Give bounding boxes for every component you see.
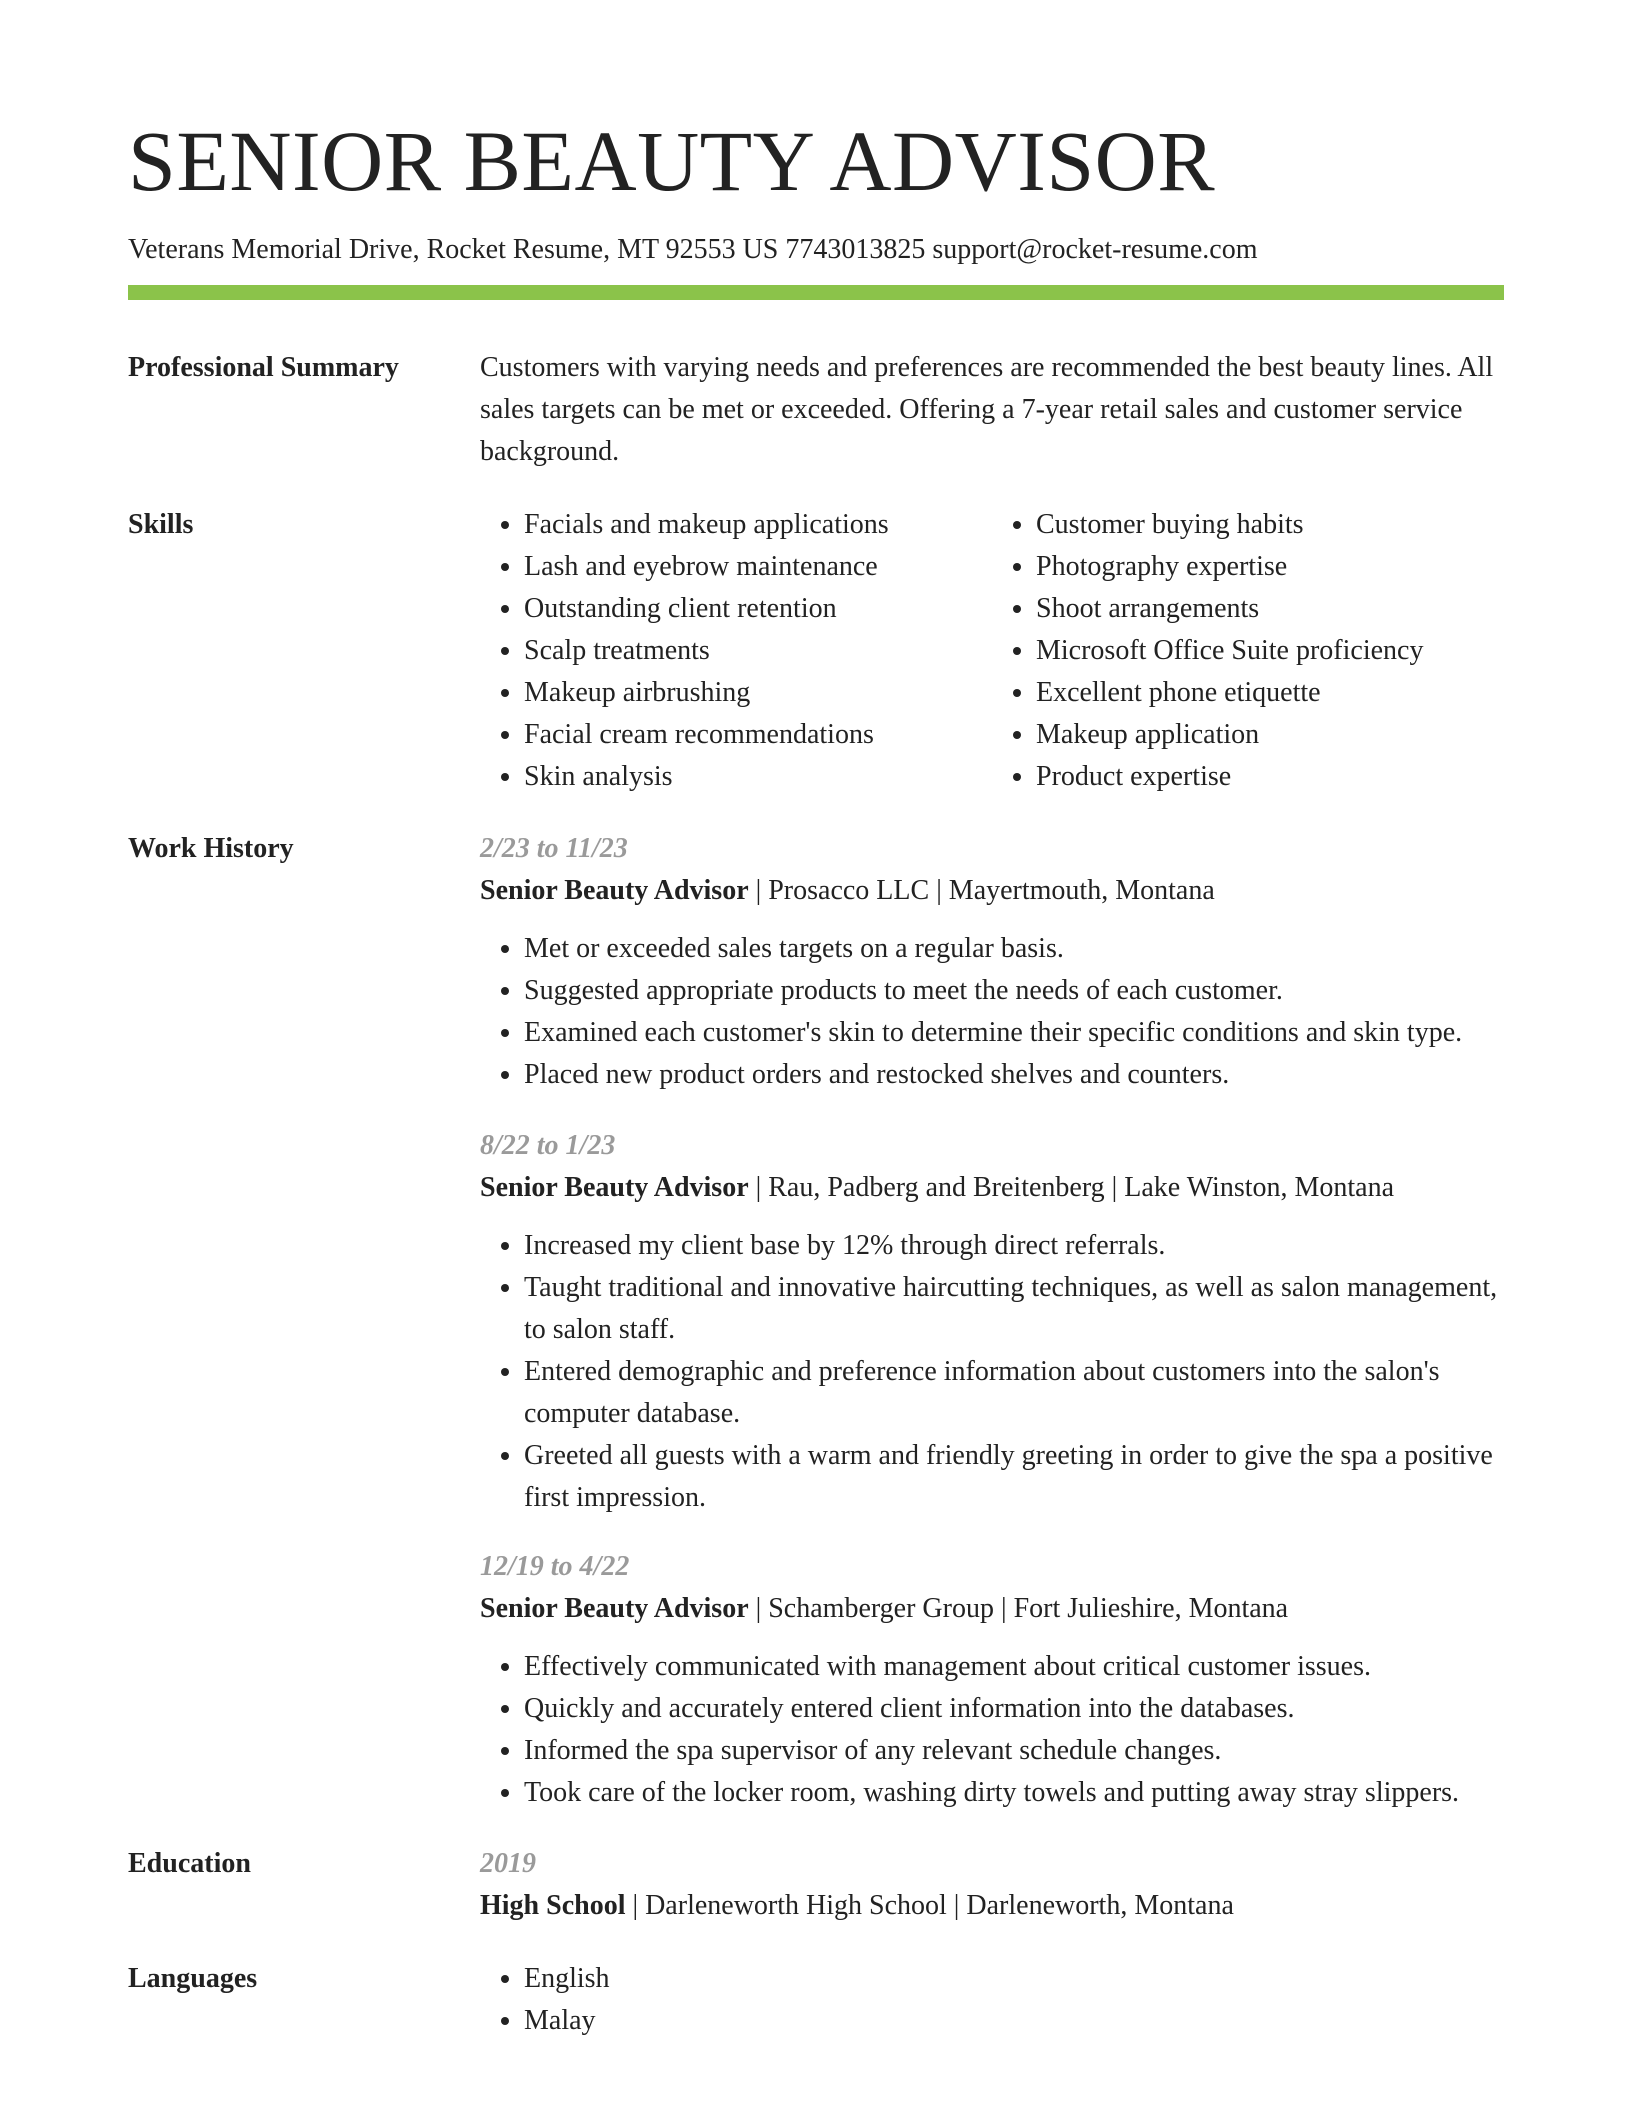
job-title: Senior Beauty Advisor: [480, 875, 749, 906]
skill-item: • Customer buying habits: [1036, 504, 1504, 546]
skill-item: • Skin analysis: [524, 756, 992, 798]
job-bullet: • Took care of the locker room, washing dirty towels and putting away stray slippers.: [524, 1772, 1504, 1814]
job-title: Senior Beauty Advisor: [480, 1593, 749, 1624]
skill-item: • Scalp treatments: [524, 630, 992, 672]
education-label: Education: [128, 1848, 251, 1879]
job-details: | Prosacco LLC | Mayertmouth, Montana: [748, 875, 1215, 906]
job-bullet: • Effectively communicated with management about critical customer issues.: [524, 1646, 1504, 1688]
job-bullet: • Informed the spa supervisor of any relevant schedule changes.: [524, 1730, 1504, 1772]
language-item: • English: [524, 1958, 1504, 2000]
job-details: | Rau, Padberg and Breitenberg | Lake Winston, Montana: [748, 1172, 1395, 1203]
job-dates: 12/19 to 4/22: [480, 1551, 630, 1582]
education-year: 2019: [480, 1848, 536, 1879]
job-bullet: • Greeted all guests with a warm and friendly greeting in order to give the spa a positive first impression.: [524, 1435, 1504, 1519]
education-degree: High School: [480, 1890, 626, 1921]
skills-columns: [480, 504, 1504, 798]
work-history-label: Work History: [128, 833, 294, 864]
languages-label: Languages: [128, 1963, 258, 1994]
skill-item: • Shoot arrangements: [1036, 588, 1504, 630]
skill-item: • Lash and eyebrow maintenance: [524, 546, 992, 588]
resume-title: SENIOR BEAUTY ADVISOR: [128, 113, 1216, 209]
skill-item: • Microsoft Office Suite proficiency: [1036, 630, 1504, 672]
contact-line: Veterans Memorial Drive, Rocket Resume, MT 92553 US 7743013825 support@rocket-resume.com: [128, 234, 1258, 265]
job-bullet: • Met or exceeded sales targets on a regular basis.: [524, 928, 1504, 970]
job-details: | Schamberger Group | Fort Julieshire, Montana: [748, 1593, 1289, 1624]
education-details: | Darleneworth High School | Darleneworth, Montana: [625, 1890, 1234, 1921]
job-bullet: • Quickly and accurately entered client information into the databases.: [524, 1688, 1504, 1730]
summary-label: Professional Summary: [128, 352, 399, 383]
skill-item: • Photography expertise: [1036, 546, 1504, 588]
job-bullet: • Examined each customer's skin to determine their specific conditions and skin type.: [524, 1012, 1504, 1054]
skills-column-1: [480, 504, 992, 798]
skill-item: • Makeup application: [1036, 714, 1504, 756]
job-entry: [480, 828, 1504, 1096]
job-bullets: [480, 928, 1504, 1096]
skill-item: • Facials and makeup applications: [524, 504, 992, 546]
education-line: [480, 1885, 1504, 1927]
skill-item: • Makeup airbrushing: [524, 672, 992, 714]
skill-item: • Facial cream recommendations: [524, 714, 992, 756]
education-entry: [480, 1843, 1504, 1927]
skill-item: • Product expertise: [1036, 756, 1504, 798]
language-item: • Malay: [524, 2000, 1504, 2042]
skill-item: • Excellent phone etiquette: [1036, 672, 1504, 714]
skill-item: • Outstanding client retention: [524, 588, 992, 630]
job-title: Senior Beauty Advisor: [480, 1172, 749, 1203]
job-bullet: • Taught traditional and innovative haircutting techniques, as well as salon management, to salon staff.: [524, 1267, 1504, 1351]
languages-entry: [480, 1958, 1504, 2042]
job-bullet: • Placed new product orders and restocked shelves and counters.: [524, 1054, 1504, 1096]
job-bullets: [480, 1646, 1504, 1814]
job-bullets: [480, 1225, 1504, 1519]
job-entry: [480, 1546, 1504, 1814]
job-entry: [480, 1125, 1504, 1519]
job-role-line: [480, 1167, 1504, 1209]
job-dates: 2/23 to 11/23: [480, 833, 628, 864]
job-bullet: • Increased my client base by 12% through direct referrals.: [524, 1225, 1504, 1267]
job-bullet: • Suggested appropriate products to meet the needs of each customer.: [524, 970, 1504, 1012]
accent-divider: [128, 285, 1504, 300]
job-bullet: • Entered demographic and preference information about customers into the salon's computer database.: [524, 1351, 1504, 1435]
skills-column-2: [992, 504, 1504, 798]
languages-list: [480, 1958, 1504, 2042]
job-dates: 8/22 to 1/23: [480, 1130, 616, 1161]
skills-label: Skills: [128, 509, 194, 540]
job-role-line: [480, 870, 1504, 912]
summary-text: Customers with varying needs and preferences are recommended the best beauty lines. All sales targets can be met or exceeded. Offering a 7-year retail sales and customer service background.: [480, 352, 1494, 467]
job-role-line: [480, 1588, 1504, 1630]
